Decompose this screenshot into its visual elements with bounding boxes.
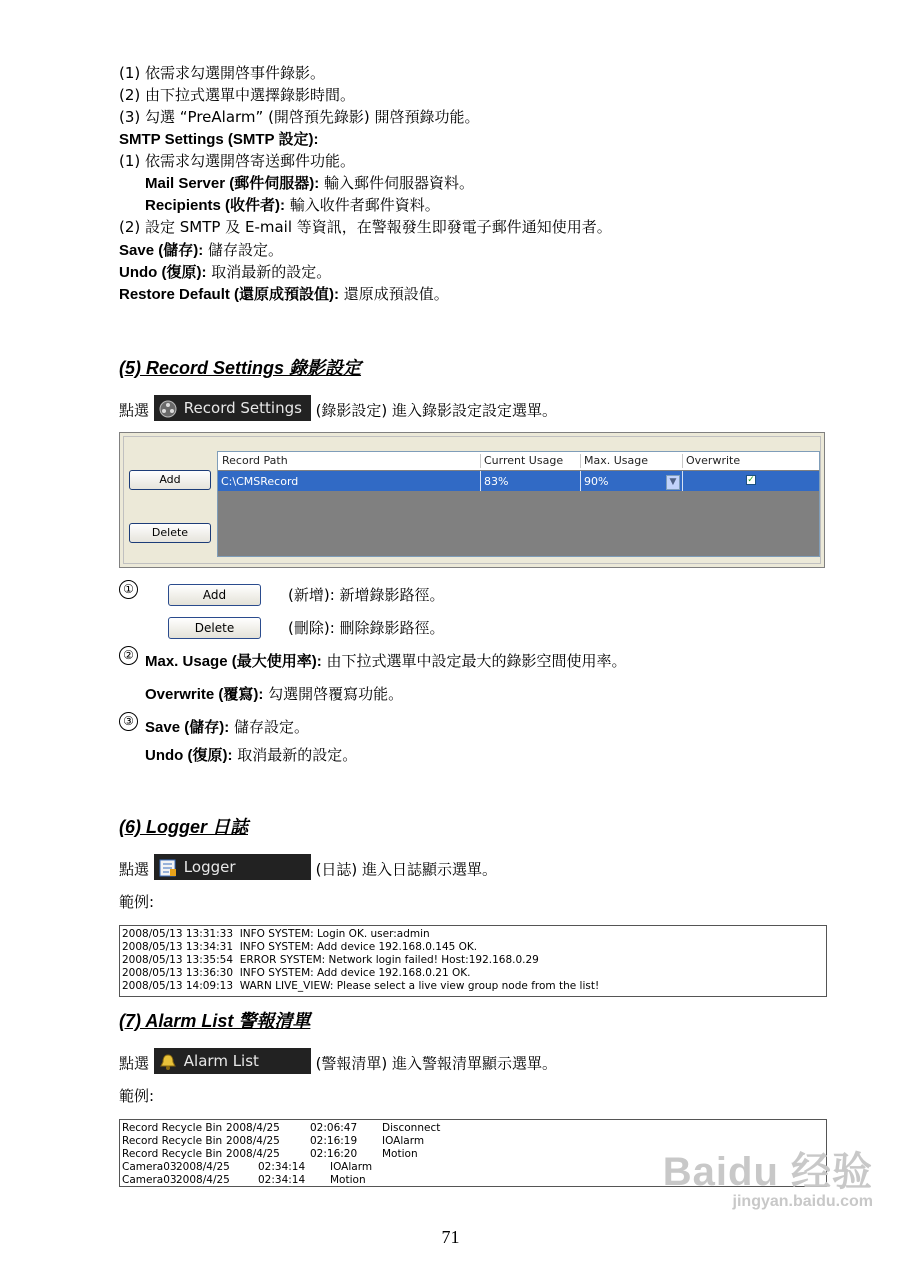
- logger-click-line: [119, 857, 497, 883]
- recipients-label: Recipients (收件者):: [145, 197, 286, 214]
- record-undo-desc: 取消最新的設定。: [232, 746, 358, 764]
- record-click-suffix: (錄影設定) 進入錄影設定設定選單。: [310, 401, 558, 420]
- logger-button-label: Logger: [183, 858, 236, 876]
- overwrite-checkbox[interactable]: ✓: [747, 475, 755, 485]
- recipients-desc: 輸入收件者郵件資料。: [285, 196, 440, 214]
- restore-label: Restore Default (還原成預設值):: [119, 286, 340, 303]
- log-line: 2008/05/13 14:09:13 WARN LIVE_VIEW: Please select a live view group node from the list!: [122, 980, 600, 992]
- log-line: 2008/05/13 13:31:33 INFO SYSTEM: Login OK. user:admin: [122, 928, 430, 940]
- alarm-list-heading: (7) Alarm List 警報清單: [119, 1011, 311, 1031]
- record-click-prefix: 點選: [119, 401, 150, 420]
- alarm-bell-icon: [158, 1053, 178, 1071]
- save-desc: 儲存設定。: [203, 241, 283, 259]
- logger-output: [119, 925, 827, 997]
- cell-record-path: C:\CMSRecord: [221, 475, 299, 488]
- baidu-watermark: [663, 1140, 873, 1211]
- mail-server-desc: 輸入郵件伺服器資料。: [319, 174, 474, 192]
- intro-line-4: (1) 依需求勾選開啓寄送郵件功能。: [119, 152, 356, 170]
- record-save-desc: 儲存設定。: [229, 718, 309, 736]
- page-number: 71: [441, 1227, 460, 1247]
- table-header: [218, 452, 819, 470]
- logger-button[interactable]: [154, 854, 311, 880]
- logger-click-prefix: 點選: [119, 860, 150, 879]
- intro-line-1: (1) 依需求勾選開啓事件錄影。: [119, 64, 326, 82]
- restore-line: [119, 284, 449, 305]
- watermark-url: jingyan.baidu.com: [732, 1193, 873, 1210]
- undo-label: Undo (復原):: [119, 264, 207, 281]
- alarm-click-line: [119, 1051, 557, 1077]
- max-usage-label: Max. Usage (最大使用率):: [145, 653, 322, 670]
- col-record-path[interactable]: Record Path: [222, 454, 288, 467]
- intro-line-5: (2) 設定 SMTP 及 E-mail 等資訊，在警報發生即發電子郵件通知使用者。: [119, 218, 612, 236]
- save-line: [119, 240, 283, 261]
- record-settings-panel: [119, 432, 825, 568]
- log-line: 2008/05/13 13:36:30 INFO SYSTEM: Add device 192.168.0.21 OK.: [122, 967, 471, 979]
- film-reel-icon: [158, 400, 178, 418]
- watermark-brand: Baidu 经验: [662, 1150, 873, 1194]
- alarm-date: 2008/4/25: [176, 1161, 230, 1173]
- add-button-illustration-label: Add: [202, 588, 227, 602]
- table-row[interactable]: [218, 471, 819, 491]
- cell-max-usage[interactable]: 90%: [584, 475, 609, 488]
- alarm-time: 02:06:47: [310, 1122, 358, 1134]
- mail-server-line: [145, 173, 474, 194]
- alarm-click-suffix: (警報清單) 進入警報清單顯示選單。: [310, 1054, 558, 1073]
- record-undo-label: Undo (復原):: [145, 747, 233, 764]
- record-click-line: [119, 398, 557, 424]
- record-settings-button[interactable]: [154, 395, 311, 421]
- alarm-event: Disconnect: [382, 1122, 441, 1134]
- save-label: Save (儲存):: [119, 242, 204, 259]
- record-save-line: [145, 717, 309, 738]
- alarm-source: Camera03: [122, 1161, 177, 1173]
- number-1-marker: ①: [119, 580, 138, 599]
- number-3-marker: ③: [119, 712, 138, 731]
- record-save-label: Save (儲存):: [145, 719, 230, 736]
- delete-button-label: Delete: [151, 526, 189, 539]
- log-document-icon: [158, 859, 178, 877]
- max-usage-line: [145, 651, 626, 672]
- log-line: 2008/05/13 13:34:31 INFO SYSTEM: Add device 192.168.0.145 OK.: [122, 941, 478, 953]
- delete-button-illustration[interactable]: [168, 617, 261, 639]
- record-path-table: [217, 451, 820, 557]
- overwrite-desc: 勾選開啓覆寫功能。: [263, 685, 404, 703]
- intro-line-3: (3) 勾選 “PreAlarm” (開啓預先錄影) 開啓預錄功能。: [119, 108, 480, 126]
- add-button-label: Add: [159, 473, 181, 486]
- alarm-source: Record Recycle Bin: [122, 1135, 223, 1147]
- record-settings-heading: (5) Record Settings 錄影設定: [119, 358, 362, 378]
- alarm-source: Record Recycle Bin: [122, 1122, 223, 1134]
- alarm-example-label: 範例:: [119, 1087, 155, 1105]
- intro-line-2: (2) 由下拉式選單中選擇錄影時間。: [119, 86, 356, 104]
- alarm-list-button-label: Alarm List: [183, 1052, 259, 1070]
- add-button[interactable]: [129, 470, 211, 490]
- alarm-date: 2008/4/25: [176, 1174, 230, 1186]
- alarm-row: [120, 1122, 826, 1135]
- alarm-click-prefix: 點選: [119, 1054, 150, 1073]
- alarm-date: 2008/4/25: [226, 1135, 280, 1147]
- alarm-time: 02:34:14: [258, 1161, 306, 1173]
- undo-desc: 取消最新的設定。: [206, 263, 332, 281]
- undo-line: [119, 262, 331, 283]
- record-settings-button-label: Record Settings: [183, 399, 302, 417]
- alarm-time: 02:16:20: [310, 1148, 358, 1160]
- delete-desc: (刪除): 刪除錄影路徑。: [288, 619, 445, 637]
- add-button-illustration[interactable]: [168, 584, 261, 606]
- log-line: 2008/05/13 13:35:54 ERROR SYSTEM: Network login failed! Host:192.168.0.29: [122, 954, 539, 966]
- alarm-list-button[interactable]: [154, 1048, 311, 1074]
- overwrite-label: Overwrite (覆寫):: [145, 686, 264, 703]
- logger-click-suffix: (日誌) 進入日誌顯示選單。: [310, 860, 498, 879]
- col-overwrite[interactable]: Overwrite: [686, 454, 741, 467]
- delete-button[interactable]: [129, 523, 211, 543]
- number-2-marker: ②: [119, 646, 138, 665]
- record-undo-line: [145, 745, 357, 766]
- cell-current-usage: 83%: [484, 475, 509, 488]
- delete-button-illustration-label: Delete: [194, 621, 235, 635]
- alarm-event: IOAlarm: [382, 1135, 425, 1147]
- alarm-date: 2008/4/25: [226, 1122, 280, 1134]
- add-desc: (新增): 新增錄影路徑。: [288, 586, 445, 604]
- alarm-event: Motion: [382, 1148, 418, 1160]
- overwrite-line: [145, 684, 403, 705]
- max-usage-desc: 由下拉式選單中設定最大的錄影空間使用率。: [321, 652, 627, 670]
- smtp-title: [119, 129, 318, 150]
- alarm-source: Camera03: [122, 1174, 177, 1186]
- restore-desc: 還原成預設值。: [339, 285, 449, 303]
- alarm-date: 2008/4/25: [226, 1148, 280, 1160]
- recipients-line: [145, 195, 440, 216]
- col-current-usage[interactable]: Current Usage: [484, 454, 564, 467]
- chevron-down-icon[interactable]: ▼: [666, 475, 680, 490]
- mail-server-label: Mail Server (郵件伺服器):: [145, 175, 320, 192]
- logger-example-label: 範例:: [119, 893, 155, 911]
- alarm-event: IOAlarm: [330, 1161, 373, 1173]
- smtp-title-text: SMTP Settings (SMTP 設定):: [119, 131, 319, 148]
- alarm-time: 02:16:19: [310, 1135, 358, 1147]
- alarm-event: Motion: [330, 1174, 366, 1186]
- alarm-source: Record Recycle Bin: [122, 1148, 223, 1160]
- alarm-time: 02:34:14: [258, 1174, 306, 1186]
- logger-heading: (6) Logger 日誌: [119, 817, 248, 837]
- col-max-usage[interactable]: Max. Usage: [584, 454, 649, 467]
